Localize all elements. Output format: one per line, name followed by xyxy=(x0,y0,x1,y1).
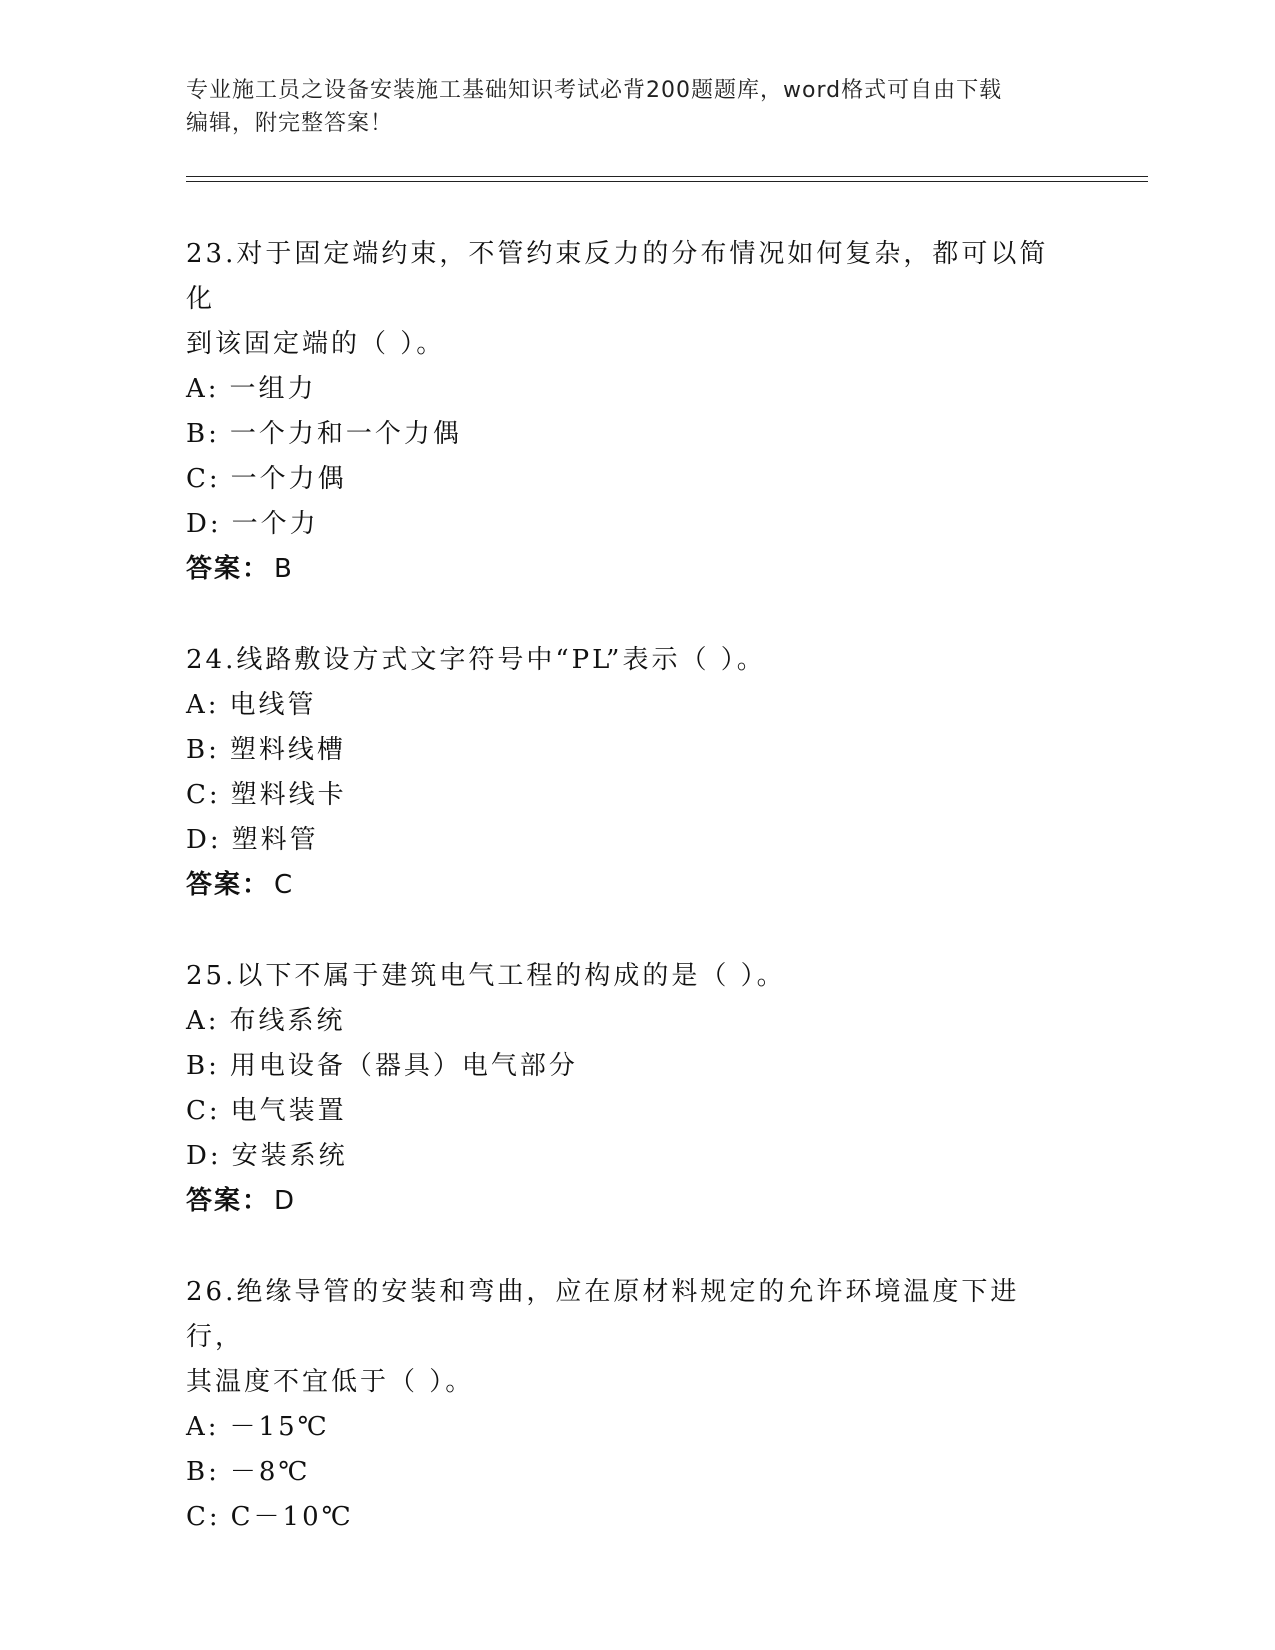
option-text: 塑料线槽 xyxy=(229,735,346,765)
answer-value: B xyxy=(274,554,294,584)
option-text: －15℃ xyxy=(229,1412,330,1442)
option-label: C: xyxy=(186,1096,221,1126)
question-text-line-2: 其温度不宜低于（ ）。 xyxy=(186,1367,475,1397)
option-text: 一个力 xyxy=(231,509,319,539)
option-c xyxy=(186,1495,1066,1540)
answer-value: C xyxy=(274,870,295,900)
option-a xyxy=(186,367,1066,412)
question-text-line-1: 25.以下不属于建筑电气工程的构成的是（ ）。 xyxy=(186,961,786,991)
option-label: A: xyxy=(186,374,220,404)
header-line-1: 专业施工员之设备安装施工基础知识考试必背200题题库，word格式可自由下载 xyxy=(186,78,1003,103)
option-text: －8℃ xyxy=(229,1457,311,1487)
option-label: B: xyxy=(186,1457,220,1487)
answer-value: D xyxy=(274,1186,297,1216)
option-label: A: xyxy=(186,690,220,720)
question-text-line-1: 26.绝缘导管的安装和弯曲，应在原材料规定的允许环境温度下进行， xyxy=(186,1277,1020,1352)
option-text: 电线管 xyxy=(229,690,317,720)
option-label: B: xyxy=(186,735,220,765)
option-text: 一个力偶 xyxy=(230,464,347,494)
option-d xyxy=(186,1134,1066,1179)
option-label: D: xyxy=(186,1141,222,1171)
answer xyxy=(186,547,1066,592)
option-b xyxy=(186,1450,1066,1495)
answer xyxy=(186,1179,1066,1224)
option-text: 一个力和一个力偶 xyxy=(229,419,462,449)
header-divider-bottom xyxy=(186,181,1148,182)
question-24 xyxy=(186,638,1066,908)
question-23 xyxy=(186,232,1066,592)
option-label: D: xyxy=(186,509,222,539)
question-text-line-2: 到该固定端的（ ）。 xyxy=(186,329,446,359)
option-d xyxy=(186,818,1066,863)
option-label: A: xyxy=(186,1006,220,1036)
option-label: A: xyxy=(186,1412,220,1442)
option-text: 一组力 xyxy=(229,374,317,404)
option-text: C－10℃ xyxy=(230,1502,354,1532)
question-26 xyxy=(186,1270,1066,1540)
option-b xyxy=(186,1044,1066,1089)
option-b xyxy=(186,412,1066,457)
question-25 xyxy=(186,954,1066,1224)
option-label: D: xyxy=(186,825,222,855)
option-label: C: xyxy=(186,1502,221,1532)
option-a xyxy=(186,683,1066,728)
option-label: C: xyxy=(186,464,221,494)
option-label: B: xyxy=(186,1051,220,1081)
option-label: C: xyxy=(186,780,221,810)
option-text: 用电设备（器具）电气部分 xyxy=(229,1051,578,1081)
option-d xyxy=(186,502,1066,547)
header-divider-top xyxy=(186,176,1148,177)
header-line-2: 编辑，附完整答案！ xyxy=(186,111,394,136)
option-text: 塑料线卡 xyxy=(230,780,347,810)
option-a xyxy=(186,999,1066,1044)
answer-label: 答案： xyxy=(186,554,271,584)
question-list xyxy=(186,232,1066,1586)
question-text-line-1: 23.对于固定端约束，不管约束反力的分布情况如何复杂，都可以简化 xyxy=(186,239,1049,314)
document-header xyxy=(186,74,1066,140)
option-text: 布线系统 xyxy=(229,1006,346,1036)
option-c xyxy=(186,1089,1066,1134)
option-text: 安装系统 xyxy=(231,1141,348,1171)
option-text: 塑料管 xyxy=(231,825,319,855)
option-c xyxy=(186,457,1066,502)
answer xyxy=(186,863,1066,908)
option-text: 电气装置 xyxy=(230,1096,347,1126)
option-b xyxy=(186,728,1066,773)
option-c xyxy=(186,773,1066,818)
answer-label: 答案： xyxy=(186,870,271,900)
answer-label: 答案： xyxy=(186,1186,271,1216)
option-a xyxy=(186,1405,1066,1450)
option-label: B: xyxy=(186,419,220,449)
question-text-line-1: 24.线路敷设方式文字符号中“PL”表示（ ）。 xyxy=(186,645,766,675)
